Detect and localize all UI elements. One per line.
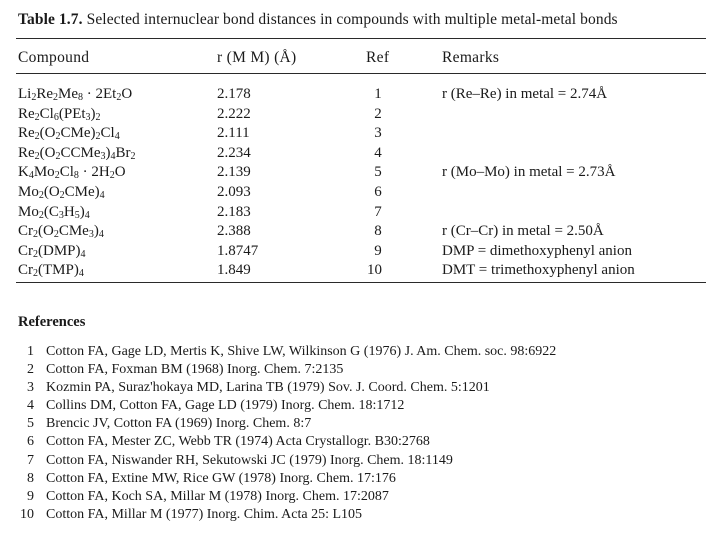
table-number: Table 1.7.: [18, 11, 83, 28]
reference-number: 9: [27, 488, 34, 504]
reference-text: Cotton FA, Foxman BM (1968) Inorg. Chem. 7:2135: [46, 362, 344, 378]
reference-number: 3: [27, 380, 34, 396]
reference-item: [0, 489, 720, 507]
distance-cell: 2.093: [217, 183, 251, 200]
references-heading: References: [18, 314, 86, 330]
table-row: [0, 262, 720, 282]
header-compound: Compound: [18, 49, 90, 66]
reference-number: 4: [27, 398, 34, 414]
reference-number: 7: [27, 452, 34, 468]
reference-text: Cotton FA, Millar M (1977) Inorg. Chim. Acta 25: L105: [46, 506, 363, 522]
distance-cell: 2.234: [217, 144, 251, 161]
remarks-cell: DMT = trimethoxyphenyl anion: [442, 262, 635, 279]
table-row: [0, 243, 720, 263]
reference-item: [0, 398, 720, 416]
ref-cell: 4: [374, 144, 382, 161]
table-row: [0, 164, 720, 184]
table-row: [0, 184, 720, 204]
distance-cell: 1.8747: [217, 242, 259, 259]
reference-item: [0, 362, 720, 380]
header-rule: [16, 73, 706, 74]
remarks-cell: r (Mo–Mo) in metal = 2.73Å: [442, 164, 616, 181]
reference-item: [0, 434, 720, 452]
table-row: [0, 145, 720, 165]
compound-cell: $Cr_2(TMP)_4$: [18, 262, 84, 280]
reference-number: 2: [27, 362, 34, 378]
ref-cell: 5: [374, 164, 382, 181]
table-row: [0, 125, 720, 145]
reference-item: [0, 416, 720, 434]
top-rule: [16, 38, 706, 39]
ref-cell: 1: [374, 86, 382, 102]
compound-cell: $Cr_2(DMP)_4$: [18, 242, 86, 260]
compound-cell: $Re_2(O_2CCMe_3)_4Br_2$: [18, 144, 136, 162]
distance-cell: 2.388: [217, 223, 251, 240]
reference-number: 6: [27, 434, 34, 450]
distance-cell: 2.178: [217, 86, 251, 102]
references-list: [0, 344, 720, 525]
ref-cell: 9: [374, 242, 382, 259]
table-row: [0, 204, 720, 224]
table-body: [0, 86, 720, 282]
distance-cell: 2.139: [217, 164, 251, 181]
compound-cell: $Re_2Cl_6(PEt_3)_2$: [18, 105, 101, 123]
table-row: [0, 86, 720, 106]
ref-cell: 10: [367, 262, 382, 279]
distance-cell: 2.183: [217, 203, 251, 220]
reference-number: 5: [27, 416, 34, 432]
reference-item: [0, 344, 720, 362]
reference-text: Cotton FA, Koch SA, Millar M (1978) Inorg. Chem. 17:2087: [46, 488, 389, 504]
remarks-cell: DMP = dimethoxyphenyl anion: [442, 242, 632, 259]
distance-cell: 1.849: [217, 262, 251, 279]
compound-cell: $Mo_2(O_2CMe)_4$: [18, 183, 105, 201]
remarks-cell: r (Cr–Cr) in metal = 2.50Å: [442, 223, 604, 240]
header-remarks: Remarks: [442, 49, 500, 66]
compound-cell: $Mo_2(C_3H_5)_4$: [18, 203, 90, 221]
reference-text: Brencic JV, Cotton FA (1969) Inorg. Chem. 8:7: [46, 416, 312, 432]
reference-number: 8: [27, 470, 34, 486]
reference-item: [0, 380, 720, 398]
ref-cell: 2: [374, 105, 382, 122]
reference-item: [0, 507, 720, 525]
compound-cell: $Cr_2(O_2CMe_3)_4$: [18, 223, 104, 241]
reference-number: 10: [20, 506, 34, 522]
ref-cell: 8: [374, 223, 382, 240]
compound-cell: $K_4Mo_2Cl_8 \cdot 2H_2O$: [18, 164, 126, 182]
table-row: [0, 106, 720, 126]
reference-item: [0, 453, 720, 471]
reference-text: Cotton FA, Mester ZC, Webb TR (1974) Acta Crystallogr. B30:2768: [46, 434, 430, 450]
table-row: [0, 223, 720, 243]
compound-cell: $Re_2(O_2CMe)_2Cl_4$: [18, 125, 120, 143]
reference-text: Cotton FA, Niswander RH, Sekutowski JC (1979) Inorg. Chem. 18:1149: [46, 452, 453, 468]
reference-number: 1: [27, 344, 34, 359]
header-ref: Ref: [366, 49, 390, 66]
remarks-cell: r (Re–Re) in metal = 2.74Å: [442, 86, 608, 102]
ref-cell: 7: [374, 203, 382, 220]
reference-item: [0, 471, 720, 489]
bottom-rule: [16, 282, 706, 283]
table-title: Selected internuclear bond distances in compounds with multiple metal-metal bonds: [86, 11, 618, 28]
reference-text: Cotton FA, Extine MW, Rice GW (1978) Inorg. Chem. 17:176: [46, 470, 396, 486]
distance-cell: 2.222: [217, 105, 251, 122]
reference-text: Collins DM, Cotton FA, Gage LD (1979) Inorg. Chem. 18:1712: [46, 398, 405, 414]
header-distance: r (M M) (Å): [217, 49, 297, 66]
ref-cell: 6: [374, 183, 382, 200]
compound-cell: $Li_2Re_2Me_8 \cdot 2Et_2O$: [18, 86, 133, 103]
table-caption: [18, 11, 618, 29]
distance-cell: 2.111: [217, 125, 250, 142]
reference-text: Cotton FA, Gage LD, Mertis K, Shive LW, Wilkinson G (1976) J. Am. Chem. soc. 98:6922: [46, 344, 557, 359]
ref-cell: 3: [374, 125, 382, 142]
reference-text: Kozmin PA, Suraz'hokaya MD, Larina TB (1979) Sov. J. Coord. Chem. 5:1201: [46, 380, 490, 396]
